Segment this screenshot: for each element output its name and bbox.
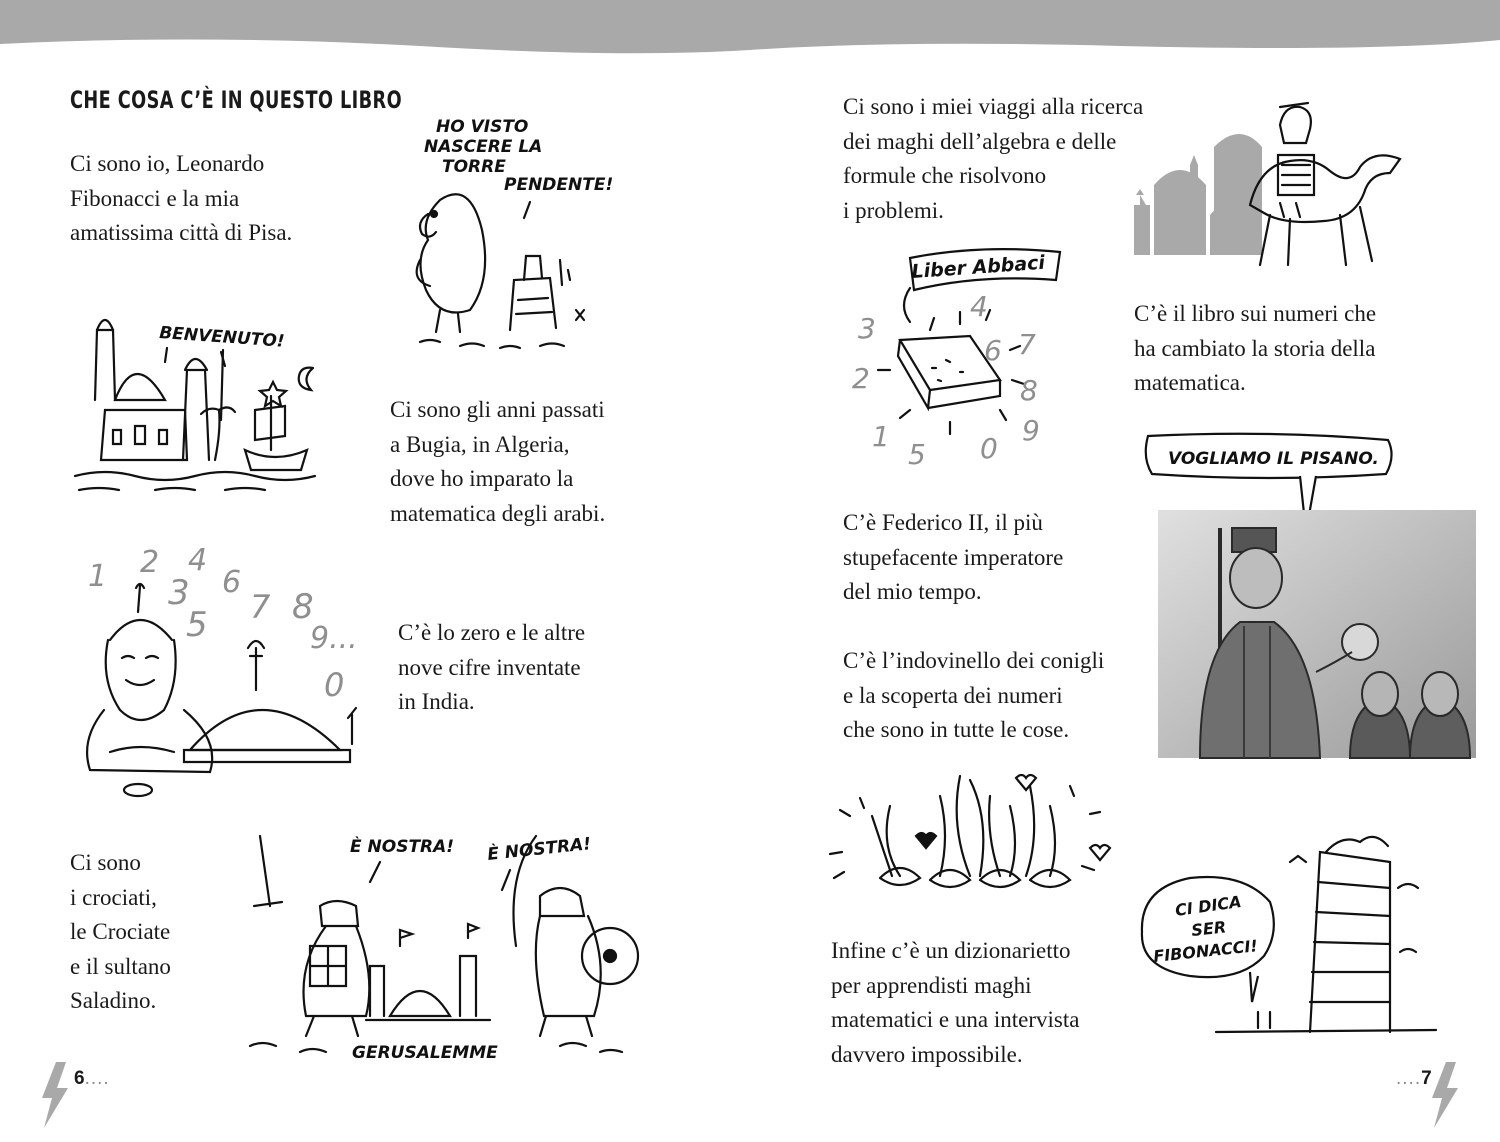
svg-text:6: 6 (222, 565, 242, 600)
svg-text:5: 5 (186, 605, 208, 645)
svg-text:SER: SER (1190, 917, 1228, 940)
text-block-rabbits: C’è l’indovinello dei conigli e la scoperta dei numeri che sono in tutte le cose. (843, 648, 1105, 742)
svg-text:HO VISTO: HO VISTO (436, 117, 529, 137)
svg-text:0: 0 (324, 666, 345, 704)
svg-text:Liber Abbaci: Liber Abbaci (910, 251, 1046, 283)
top-band (0, 0, 1500, 60)
lightning-icon (1430, 1062, 1460, 1128)
svg-text:NASCERE LA: NASCERE LA (424, 137, 543, 157)
illustration-pisa-character (400, 110, 620, 360)
illustration-leaning-tower (1140, 832, 1440, 1042)
svg-text:3: 3 (858, 312, 876, 345)
svg-text:7: 7 (1018, 328, 1036, 361)
svg-text:7: 7 (250, 588, 271, 626)
page-title: CHE COSA C’È IN QUESTO LIBRO (70, 86, 403, 114)
text-block-bugia: Ci sono gli anni passati a Bugia, in Algeria, dove ho imparato la matematica degli arabi. (390, 397, 606, 526)
svg-text:9: 9 (1022, 414, 1040, 447)
text-block-zero: C’è lo zero e le altre nove cifre inventate in India. (398, 620, 586, 714)
svg-text:4: 4 (970, 290, 988, 323)
svg-text:PENDENTE!: PENDENTE! (504, 175, 614, 195)
text-block-crusades: Ci sono i crociati, le Crociate e il sultano Saladino. (70, 850, 171, 1013)
svg-text:1: 1 (872, 420, 890, 453)
lightning-icon (40, 1062, 70, 1128)
illustration-india-sage (80, 540, 380, 810)
svg-text:TORRE: TORRE (442, 157, 506, 177)
page-number-left: 6.... (74, 1068, 110, 1089)
text-block-dictionary: Infine c’è un dizionarietto per apprendisti maghi matematici e una intervista davvero impossibile. (831, 938, 1080, 1067)
svg-text:9...: 9... (310, 621, 358, 656)
svg-text:8: 8 (1020, 374, 1038, 407)
svg-text:2: 2 (852, 362, 870, 395)
illustration-rabbits (820, 766, 1120, 906)
illustration-camel-traveller (1130, 95, 1410, 275)
svg-text:6: 6 (984, 334, 1002, 367)
illustration-federico (1140, 432, 1480, 762)
illustration-algeria-town (75, 300, 335, 500)
svg-text:4: 4 (188, 543, 208, 578)
svg-text:1: 1 (88, 559, 108, 594)
svg-text:CI DICA: CI DICA (1173, 891, 1243, 920)
svg-text:GERUSALEMME: GERUSALEMME (352, 1043, 498, 1063)
svg-text:FIBONACCI!: FIBONACCI! (1152, 936, 1259, 966)
text-block-pisa: Ci sono io, Leonardo Fibonacci e la mia amatissima città di Pisa. (70, 151, 293, 245)
svg-text:BENVENUTO!: BENVENUTO! (158, 323, 286, 352)
svg-text:È NOSTRA!: È NOSTRA! (486, 834, 593, 865)
illustration-crusades (240, 826, 640, 1066)
svg-text:8: 8 (292, 587, 314, 627)
svg-text:0: 0 (980, 432, 998, 465)
svg-text:È NOSTRA!: È NOSTRA! (350, 837, 455, 857)
text-block-travels: Ci sono i miei viaggi alla ricerca dei maghi dell’algebra e delle formule che risolvono i problemi. (843, 94, 1144, 223)
svg-text:5: 5 (908, 438, 926, 471)
svg-text:3: 3 (168, 573, 190, 613)
page-number-right: ....7 (1396, 1068, 1432, 1089)
svg-text:VOGLIAMO IL PISANO.: VOGLIAMO IL PISANO. (1168, 449, 1379, 469)
pisa-speech-text (424, 117, 613, 195)
illustration-liber-abbaci (850, 240, 1060, 470)
svg-text:2: 2 (140, 545, 160, 580)
text-block-book: C’è il libro sui numeri che ha cambiato la storia della matematica. (1134, 301, 1377, 395)
text-block-federico: C’è Federico II, il più stupefacente imperatore del mio tempo. (843, 510, 1064, 604)
